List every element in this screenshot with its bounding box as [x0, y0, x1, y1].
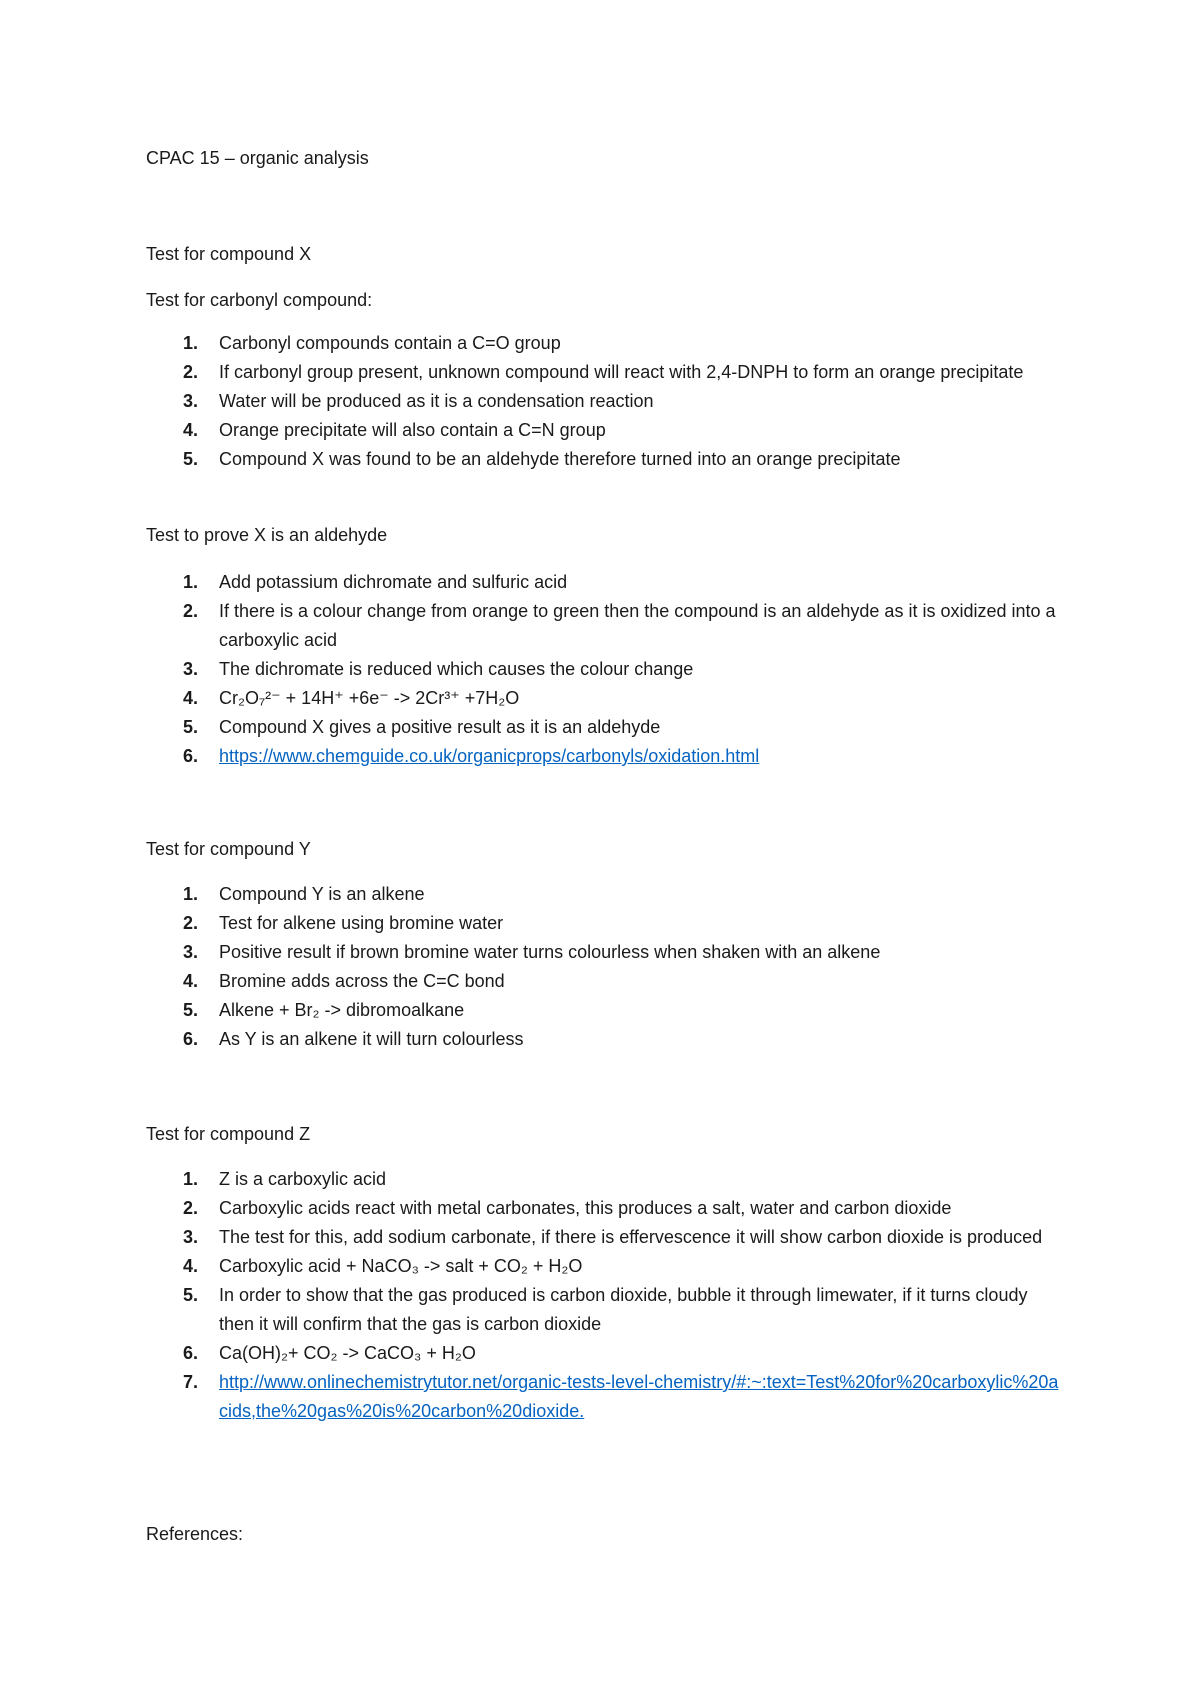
onlinechemistrytutor-link[interactable]: http://www.onlinechemistrytutor.net/organic-tests-level-chemistry/#:~:text=Test%20for%20carboxylic%20acids,the%20gas%20is%20carbon%20dioxide. — [219, 1372, 1059, 1421]
references-heading: References: — [146, 1524, 244, 1544]
list-item: 4. Cr₂O₇²⁻ + 14H⁺ +6e⁻ -> 2Cr³⁺ +7H₂O — [146, 684, 1066, 713]
page-title: CPAC 15 – organic analysis — [146, 148, 369, 168]
list-item: 6. As Y is an alkene it will turn colourless — [183, 1029, 524, 1049]
list-item: 4. Carboxylic acid + NaCO₃ -> salt + CO₂ + H₂O — [183, 1256, 583, 1276]
list-item: 6. https://www.chemguide.co.uk/organicprops/carbonyls/oxidation.html — [183, 746, 760, 766]
list-item: 3. Positive result if brown bromine water turns colourless when shaken with an alkene — [183, 942, 881, 962]
list-item: 2. If carbonyl group present, unknown compound will react with 2,4-DNPH to form an orange precipitate — [183, 362, 1024, 382]
list-item: 1. Compound Y is an alkene — [183, 884, 425, 904]
compound-z-list — [146, 1165, 1066, 1426]
carbonyl-test-list — [146, 329, 1066, 474]
list-item: 2. If there is a colour change from orange to green then the compound is an aldehyde as it is oxidized into a carboxylic acid — [183, 601, 1056, 650]
list-item: 1. Carbonyl compounds contain a C=O group — [183, 333, 561, 353]
compound-y-heading: Test for compound Y — [146, 839, 311, 859]
compound-x-heading: Test for compound X — [146, 244, 312, 264]
carbonyl-test-heading: Test for carbonyl compound: — [146, 290, 373, 310]
compound-z-heading: Test for compound Z — [146, 1124, 311, 1144]
list-item: 5. Alkene + Br₂ -> dibromoalkane — [183, 1000, 465, 1020]
list-item: 3. The dichromate is reduced which causes the colour change — [183, 659, 694, 679]
aldehyde-test-list — [146, 568, 1066, 771]
dichromate-equation: Cr₂O₇²⁻ + 14H⁺ +6e⁻ -> 2Cr³⁺ +7H₂O — [219, 688, 520, 708]
list-item: 3. The test for this, add sodium carbonate, if there is effervescence it will show carbon dioxide is produced — [183, 1227, 1043, 1247]
list-item: 5. Compound X gives a positive result as it is an aldehyde — [183, 717, 661, 737]
list-item: 4. Orange precipitate will also contain a C=N group — [183, 420, 606, 440]
list-item: 7. http://www.onlinechemistrytutor.net/organic-tests-level-chemistry/#:~:text=Test%20for%20carboxylic%20acids,the%20gas%20is%20carbon%20dioxide. — [183, 1372, 1059, 1421]
list-item: 1. Z is a carboxylic acid — [183, 1169, 387, 1189]
aldehyde-test-heading: Test to prove X is an aldehyde — [146, 525, 388, 545]
list-item: 4. Bromine adds across the C=C bond — [183, 971, 505, 991]
list-item: 2. Carboxylic acids react with metal carbonates, this produces a salt, water and carbon dioxide — [183, 1198, 952, 1218]
list-item: 1. Add potassium dichromate and sulfuric acid — [183, 572, 568, 592]
list-item: 6. Ca(OH)₂+ CO₂ -> CaCO₃ + H₂O — [183, 1343, 476, 1363]
list-item: 3. Water will be produced as it is a condensation reaction — [183, 391, 654, 411]
chemguide-link[interactable]: https://www.chemguide.co.uk/organicprops/carbonyls/oxidation.html — [219, 746, 760, 766]
list-item: 5. Compound X was found to be an aldehyde therefore turned into an orange precipitate — [183, 449, 901, 469]
list-item: 2. Test for alkene using bromine water — [183, 913, 504, 933]
compound-y-list — [146, 880, 1066, 1054]
list-item: 5. In order to show that the gas produced is carbon dioxide, bubble it through limewater, if it turns cloudy then it will confirm that the gas is carbon dioxide — [183, 1285, 1028, 1334]
